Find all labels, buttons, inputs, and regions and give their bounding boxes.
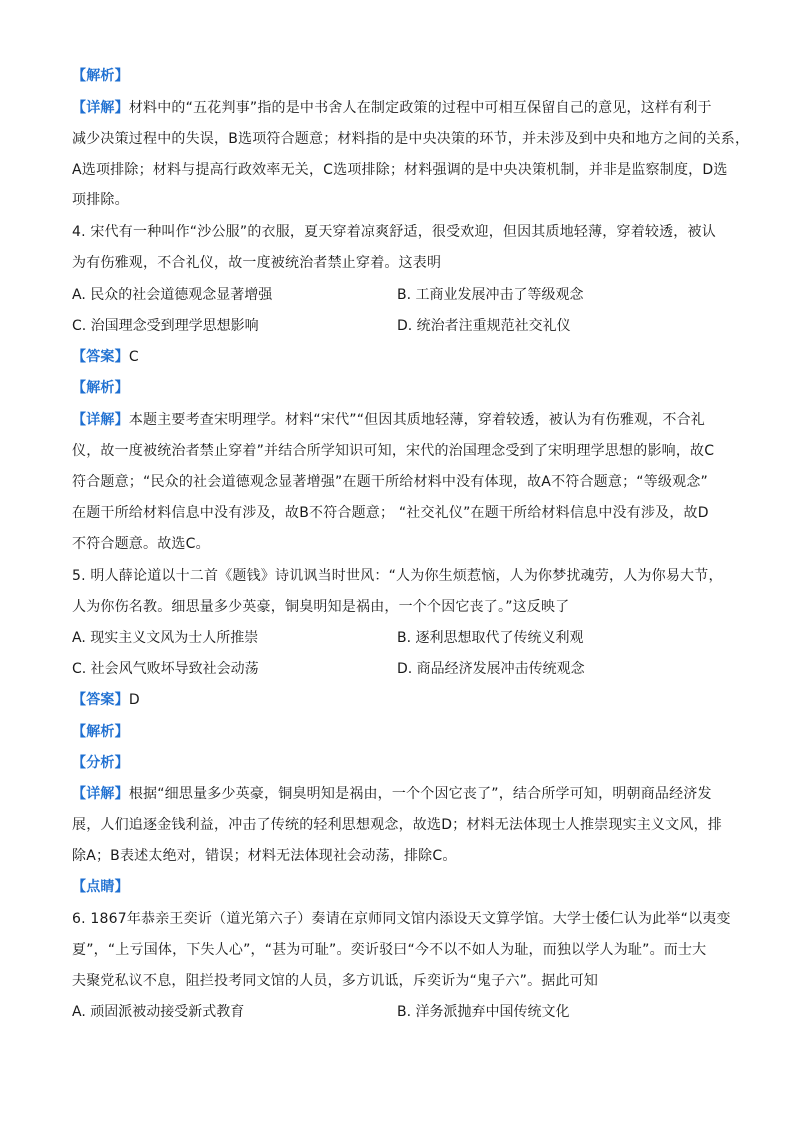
explanation-line: 符合题意；“民众的社会道德观念显著增强”在题干所给材料中没有体现，故A不符合题意；“等级观念” [72, 474, 708, 490]
explanation-line: A选项排除；材料与提高行政效率无关，C选项排除；材料强调的是中央决策机制，并非是监察制度，D选 [72, 162, 728, 178]
breakdown-heading: 【分析】 [72, 755, 129, 771]
answer-tag: 【答案】 [72, 349, 129, 365]
option-a: A. 顽固派被动接受新式教育 [72, 1004, 245, 1020]
question-6-stem: 6. 1867年恭亲王奕䜣（道光第六子）奏请在京师同文馆内添设天文算学馆。大学士倭仁认为此举“以夷变 [72, 911, 731, 927]
question-4-stem: 为有伤雅观，不合礼仪，故一度被统治者禁止穿着。这表明 [72, 255, 442, 271]
option-d: D. 统治者注重规范社交礼仪 [397, 318, 571, 334]
explanation-line: 在题干所给材料信息中没有涉及，故B不符合题意； “社交礼仪”在题干所给材料信息中没有涉及，故D [72, 505, 709, 521]
question-6-stem: 夏”，“上亏国体，下失人心”，“甚为可耻”。奕䜣驳曰“今不以不如人为耻，而独以学人为耻”。而士大 [72, 942, 707, 958]
option-b: B. 工商业发展冲击了等级观念 [397, 287, 584, 303]
answer-value: C [128, 349, 139, 365]
answer-line [72, 347, 724, 367]
detail-tag: 【详解】 [72, 786, 129, 802]
question-6-stem: 夫聚党私议不息，阻拦投考同文馆的人员，多方讥诋，斥奕䜣为“鬼子六”。据此可知 [72, 973, 599, 989]
option-a: A. 民众的社会道德观念显著增强 [72, 287, 273, 303]
question-5-stem: 5. 明人薛论道以十二首《题钱》诗讥讽当时世风：“人为你生烦惹恼，人为你梦扰魂劳，人为你易大节， [72, 568, 723, 584]
detail-tag: 【详解】 [72, 412, 129, 428]
analysis-heading: 【解析】 [72, 68, 129, 84]
option-b: B. 洋务派抛弃中国传统文化 [397, 1004, 570, 1020]
explanation-line: 减少决策过程中的失误，B选项符合题意；材料指的是中央决策的环节，并未涉及到中央和地方之间的关系， [72, 131, 750, 147]
option-c: C. 社会风气败坏导致社会动荡 [72, 661, 259, 677]
answer-line [72, 690, 724, 710]
explanation-line: 展，人们追逐金钱利益，冲击了传统的轻利思想观念，故选D；材料无法体现士人推崇现实主义文风，排 [72, 817, 722, 833]
explanation-line: 不符合题意。故选C。 [72, 536, 210, 552]
option-d: D. 商品经济发展冲击传统观念 [397, 661, 585, 677]
explanation-line: 除A；B表述太绝对，错误；材料无法体现社会动荡，排除C。 [72, 848, 457, 864]
question-4-stem: 4. 宋代有一种叫作“沙公服”的衣服，夏天穿着凉爽舒适，很受欢迎，但因其质地轻薄，穿着较透，被认 [72, 224, 716, 240]
explanation-line: 【详解】本题主要考查宋明理学。材料“宋代”“但因其质地轻薄，穿着较透，被认为有伤雅观，不合礼 [72, 412, 705, 428]
option-a: A. 现实主义文风为士人所推崇 [72, 630, 259, 646]
explanation-line: 仪，故一度被统治者禁止穿着”并结合所学知识可知，宋代的治国理念受到了宋明理学思想的影响，故C [72, 443, 715, 459]
analysis-heading: 【解析】 [72, 724, 129, 740]
explanation-line: 【详解】材料中的“五花判事”指的是中书舍人在制定政策的过程中可相互保留自己的意见，这样有利于 [72, 100, 712, 116]
option-b: B. 逐利思想取代了传统义利观 [397, 630, 584, 646]
explanation-line: 【详解】根据“细思量多少英豪，铜臭明知是祸由，一个个因它丧了”，结合所学可知，明朝商品经济发 [72, 786, 712, 802]
option-c: C. 治国理念受到理学思想影响 [72, 318, 259, 334]
detail-tag: 【详解】 [72, 100, 129, 116]
key-point-heading: 【点睛】 [72, 879, 129, 895]
explanation-line: 项排除。 [72, 192, 129, 208]
analysis-heading: 【解析】 [72, 380, 129, 396]
answer-value: D [128, 692, 140, 708]
answer-tag: 【答案】 [72, 692, 129, 708]
question-5-stem: 人为你伤名教。细思量多少英豪，铜臭明知是祸由，一个个因它丧了。”这反映了 [72, 599, 570, 615]
